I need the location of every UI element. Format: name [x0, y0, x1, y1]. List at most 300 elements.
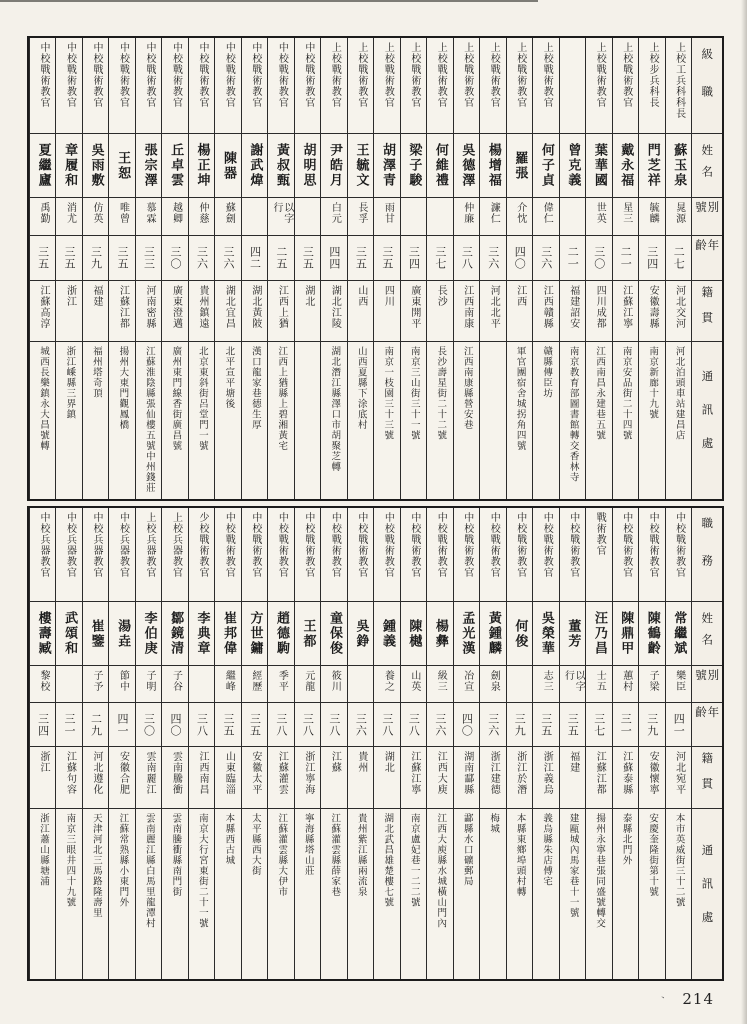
officer-column	[135, 38, 161, 499]
name-cell: 方世鏞	[242, 602, 267, 666]
origin-cell: 河北北平	[480, 281, 505, 342]
header-rank-label: 職務	[692, 508, 722, 602]
officer-column	[612, 508, 638, 979]
name-cell: 尹皓月	[321, 134, 346, 198]
age-cell: 三八	[454, 236, 479, 281]
address-cell: 天津河北三馬路隆壽里	[90, 813, 102, 918]
address-cell: 湖北潛江縣澤口市胡聚芝轉	[329, 346, 341, 472]
officer-column	[665, 38, 691, 499]
address-cell: 軍官團宿舍城拐角四號	[514, 346, 526, 451]
address-cell: 梅城	[488, 813, 500, 834]
alias-cell	[56, 666, 81, 703]
origin-cell: 福建詔安	[560, 281, 585, 342]
alias-cell: 士五	[586, 666, 611, 703]
rank-cell: 中校戰術教官	[215, 508, 240, 602]
alias-cell	[507, 666, 532, 703]
name-cell: 楊正坤	[189, 134, 214, 198]
name-cell: 陳鶴齡	[639, 602, 664, 666]
alias-cell: 禹勤	[30, 198, 55, 236]
officer-column	[214, 508, 240, 979]
age-cell: 三五	[560, 703, 585, 747]
officer-column	[55, 38, 81, 499]
alias-cell: 經歷	[242, 666, 267, 703]
officer-column	[453, 38, 479, 499]
rank-cell: 上校戰術教官	[321, 38, 346, 134]
rank-cell: 上校兵器教官	[162, 508, 187, 602]
name-cell: 何子貞	[533, 134, 558, 198]
address-cell: 南京三眼井四十九號	[64, 813, 76, 908]
address-cell: 浙江蕭山縣塘浦	[37, 813, 49, 887]
origin-cell: 江蘇句容	[56, 747, 81, 809]
alias-cell: 以字行	[268, 198, 293, 236]
address-cell: 安慶奎隆街第十號	[647, 813, 659, 897]
address-cell: 雲南騰衝縣南門街	[170, 813, 182, 897]
rank-cell: 上校戰術教官	[533, 38, 558, 134]
name-cell: 羅張	[507, 134, 532, 198]
officer-column	[188, 38, 214, 499]
address-cell: 南京新廊十九號	[647, 346, 659, 420]
origin-cell: 江蘇	[321, 747, 346, 809]
officer-column	[267, 38, 293, 499]
address-cell: 漢口龍家巷德生厚	[249, 346, 261, 430]
rank-cell: 上校戰術教官	[454, 38, 479, 134]
rank-cell: 中校戰術教官	[242, 508, 267, 602]
name-cell: 樓壽臧	[30, 602, 55, 666]
age-cell: 二七	[666, 236, 691, 281]
officer-column	[214, 38, 240, 499]
header-alias-label: 別號	[692, 198, 722, 236]
name-cell: 常繼斌	[666, 602, 691, 666]
officer-column	[320, 38, 346, 499]
officer-column	[108, 508, 134, 979]
name-cell: 吳雨敷	[83, 134, 108, 198]
address-cell: 雲南麗江縣白馬里龍潭村	[143, 813, 155, 929]
officer-column	[241, 38, 267, 499]
origin-cell: 雲南騰衝	[162, 747, 187, 809]
origin-cell: 四川成都	[586, 281, 611, 342]
rank-cell: 中校戰術教官	[507, 508, 532, 602]
origin-cell: 浙江建德	[480, 747, 505, 809]
rank-cell: 中校戰術教官	[427, 508, 452, 602]
origin-cell: 河南密縣	[136, 281, 161, 342]
address-cell: 本市英威街三十二號	[673, 813, 685, 908]
origin-cell: 湖北宜昌	[215, 281, 240, 342]
alias-cell: 雨甘	[374, 198, 399, 236]
officer-column	[241, 508, 267, 979]
address-cell: 本縣西古城	[223, 813, 235, 866]
age-cell: 三五	[30, 236, 55, 281]
age-cell: 三〇	[136, 703, 161, 747]
rank-cell: 中校戰術教官	[480, 508, 505, 602]
address-cell	[480, 342, 505, 499]
officer-column	[320, 508, 346, 979]
name-cell: 鄒鏡清	[162, 602, 187, 666]
header-name-label: 姓名	[692, 134, 722, 198]
rank-cell: 中校戰術教官	[560, 508, 585, 602]
alias-cell: 偉仁	[533, 198, 558, 236]
name-cell: 吳錚	[348, 602, 373, 666]
rank-cell: 中校戰術教官	[136, 38, 161, 134]
age-cell: 三六	[533, 236, 558, 281]
age-cell: 二一	[560, 236, 585, 281]
origin-cell: 江蘇江都	[586, 747, 611, 809]
address-cell: 太平縣西大街	[249, 813, 261, 876]
rank-cell: 中校戰術教官	[454, 508, 479, 602]
header-address-label: 通訊處	[692, 809, 722, 979]
alias-cell	[560, 198, 585, 236]
name-cell: 童保俊	[321, 602, 346, 666]
origin-cell: 江西上猶	[268, 281, 293, 342]
name-cell: 丘卓雲	[162, 134, 187, 198]
origin-cell: 浙江義烏	[533, 747, 558, 809]
name-cell: 蘇玉泉	[666, 134, 691, 198]
scan-shadow-artifact	[741, 0, 747, 1024]
origin-cell: 湖北江陵	[321, 281, 346, 342]
rank-cell: 中校兵器教官	[30, 508, 55, 602]
age-cell: 三六	[348, 703, 373, 747]
alias-cell: 養之	[374, 666, 399, 703]
origin-cell: 四川	[374, 281, 399, 342]
name-cell: 趙德駒	[268, 602, 293, 666]
address-cell: 泰縣北門外	[620, 813, 632, 866]
rank-cell: 中校戰術教官	[215, 38, 240, 134]
rank-cell: 上校戰術教官	[507, 38, 532, 134]
name-cell: 李伯庚	[136, 602, 161, 666]
origin-cell: 江蘇江都	[109, 281, 134, 342]
officer-column	[188, 508, 214, 979]
name-cell: 楊彝	[427, 602, 452, 666]
header-column	[691, 38, 722, 499]
alias-cell: 子谷	[162, 666, 187, 703]
origin-cell: 河北遵化	[83, 747, 108, 809]
address-cell: 福州塔奇頂	[90, 346, 102, 399]
officer-column	[506, 508, 532, 979]
age-cell: 三六	[427, 703, 452, 747]
address-cell: 南京一枝園三十三號	[382, 346, 394, 441]
officer-column	[82, 508, 108, 979]
address-cell: 江西上猶縣上碧湘黃宅	[276, 346, 288, 451]
origin-cell: 江蘇江寧	[401, 747, 426, 809]
officer-column	[479, 508, 505, 979]
officer-column	[347, 38, 373, 499]
name-cell: 黃叔甄	[268, 134, 293, 198]
rank-cell: 中校戰術教官	[162, 38, 187, 134]
name-cell: 武頌和	[56, 602, 81, 666]
origin-cell: 福建	[83, 281, 108, 342]
age-cell: 三六	[480, 703, 505, 747]
rank-cell: 少校戰術教官	[189, 508, 214, 602]
alias-cell: 白元	[321, 198, 346, 236]
alias-cell: 星三	[613, 198, 638, 236]
officer-column	[585, 508, 611, 979]
officer-column	[55, 508, 81, 979]
age-cell: 三八	[268, 703, 293, 747]
alias-cell: 仿英	[83, 198, 108, 236]
officer-column	[506, 38, 532, 499]
origin-cell: 浙江	[56, 281, 81, 342]
rank-cell: 中校戰術教官	[348, 508, 373, 602]
name-cell: 王都	[295, 602, 320, 666]
header-rank-label: 級職	[692, 38, 722, 134]
officer-column	[426, 508, 452, 979]
officer-column	[29, 38, 55, 499]
origin-cell: 貴州	[348, 747, 373, 809]
name-cell: 章履和	[56, 134, 81, 198]
officer-column	[373, 38, 399, 499]
header-origin-label: 籍貫	[692, 281, 722, 342]
alias-cell: 蕙村	[613, 666, 638, 703]
name-cell: 謝武煒	[242, 134, 267, 198]
officers-table-top	[27, 36, 724, 501]
age-cell: 四一	[666, 703, 691, 747]
alias-cell: 慕霖	[136, 198, 161, 236]
origin-cell: 江蘇江寧	[613, 281, 638, 342]
alias-cell: 黎校	[30, 666, 55, 703]
officer-column	[108, 38, 134, 499]
header-age-label: 年齡	[692, 236, 722, 281]
alias-cell: 元龍	[295, 666, 320, 703]
age-cell: 四〇	[507, 236, 532, 281]
rank-cell: 中校戰術教官	[268, 38, 293, 134]
address-cell: 南京教育部圖書館轉交香林寺	[567, 346, 579, 483]
origin-cell: 貴州鎮遠	[189, 281, 214, 342]
rank-cell: 上校兵器教官	[136, 508, 161, 602]
rank-cell: 中校兵器教官	[83, 508, 108, 602]
officer-column	[585, 38, 611, 499]
officer-column	[638, 38, 664, 499]
rank-cell: 上校戰術教官	[586, 38, 611, 134]
origin-cell: 山東臨淄	[215, 747, 240, 809]
name-cell: 戴永福	[613, 134, 638, 198]
alias-cell: 晁源	[666, 198, 691, 236]
address-cell: 建甌城內馬家巷十一號	[567, 813, 579, 918]
name-cell: 楊增福	[480, 134, 505, 198]
alias-cell: 長孚	[348, 198, 373, 236]
name-cell: 孟光漢	[454, 602, 479, 666]
address-cell: 北平宣平塘後	[223, 346, 235, 409]
origin-cell: 長沙	[427, 281, 452, 342]
age-cell: 三五	[56, 236, 81, 281]
age-cell: 三八	[374, 703, 399, 747]
name-cell: 吳德澤	[454, 134, 479, 198]
origin-cell: 江西南康	[454, 281, 479, 342]
name-cell: 鍾義	[374, 602, 399, 666]
rank-cell: 上校戰術教官	[613, 38, 638, 134]
address-cell: 江西南昌永建巷五號	[594, 346, 606, 441]
age-cell: 三一	[613, 703, 638, 747]
alias-cell: 子明	[136, 666, 161, 703]
officer-column	[135, 508, 161, 979]
alias-cell: 濂仁	[480, 198, 505, 236]
rank-cell: 中校戰術教官	[109, 38, 134, 134]
rank-cell: 中校戰術教官	[295, 508, 320, 602]
alias-cell: 仲慈	[189, 198, 214, 236]
alias-cell: 以字行	[560, 666, 585, 703]
rank-cell: 中校戰術教官	[295, 38, 320, 134]
origin-cell: 安徽懷寧	[639, 747, 664, 809]
age-cell: 三〇	[586, 236, 611, 281]
age-cell: 三六	[480, 236, 505, 281]
rank-cell: 中校戰術教官	[268, 508, 293, 602]
rank-cell: 中校戰術教官	[242, 38, 267, 134]
officer-column	[532, 38, 558, 499]
page-number: 214	[682, 990, 714, 1008]
address-cell: 酃縣水口礦郵局	[461, 813, 473, 887]
alias-cell	[242, 198, 267, 236]
address-cell: 江蘇淮陰縣張仙樓五號中州錢莊	[143, 346, 155, 493]
officer-column	[294, 38, 320, 499]
origin-cell: 福建	[560, 747, 585, 809]
alias-cell: 唯曾	[109, 198, 134, 236]
name-cell: 汪乃昌	[586, 602, 611, 666]
alias-cell: 繼峰	[215, 666, 240, 703]
name-cell: 王恕	[109, 134, 134, 198]
officer-column	[400, 38, 426, 499]
age-cell: 三五	[109, 236, 134, 281]
origin-cell: 江西贛縣	[533, 281, 558, 342]
address-cell: 贛縣傳臣坊	[541, 346, 553, 399]
officer-column	[347, 508, 373, 979]
name-cell: 張宗澤	[136, 134, 161, 198]
address-cell: 揚州永寧巷張同盛號轉交	[594, 813, 606, 929]
officer-column	[426, 38, 452, 499]
officer-column	[161, 38, 187, 499]
address-cell: 湖北武昌雄楚樓七號	[382, 813, 394, 908]
rank-cell: 中校戰術教官	[401, 508, 426, 602]
rank-cell: 上校工兵科科長	[666, 38, 691, 134]
rank-cell: 上校戰術教官	[480, 38, 505, 134]
origin-cell: 山西	[348, 281, 373, 342]
origin-cell: 江西	[507, 281, 532, 342]
officer-column	[559, 508, 585, 979]
rank-cell: 中校戰術教官	[374, 508, 399, 602]
rank-cell: 中校兵器教官	[56, 508, 81, 602]
alias-cell: 劍泉	[480, 666, 505, 703]
alias-cell: 毓麟	[639, 198, 664, 236]
origin-cell: 安徽合肥	[109, 747, 134, 809]
age-cell: 三八	[401, 703, 426, 747]
rank-cell: 中校戰術教官	[189, 38, 214, 134]
officer-column	[612, 38, 638, 499]
origin-cell: 雲南麗江	[136, 747, 161, 809]
alias-cell: 世英	[586, 198, 611, 236]
name-cell: 胡明思	[295, 134, 320, 198]
age-cell: 三六	[189, 236, 214, 281]
name-cell: 陳鼎甲	[613, 602, 638, 666]
age-cell: 二一	[613, 236, 638, 281]
alias-cell: 仲廉	[454, 198, 479, 236]
alias-cell: 季平	[268, 666, 293, 703]
age-cell: 三一	[56, 703, 81, 747]
rank-cell: 中校戰術教官	[321, 508, 346, 602]
origin-cell: 江蘇灌雲	[268, 747, 293, 809]
address-cell: 浙江嵊縣三界鎮	[64, 346, 76, 420]
alias-cell: 介忱	[507, 198, 532, 236]
origin-cell: 浙江寧海	[295, 747, 320, 809]
origin-cell: 廣東開平	[401, 281, 426, 342]
origin-cell: 河北交河	[666, 281, 691, 342]
address-cell: 北京東斜街呂堂門一號	[196, 346, 208, 451]
origin-cell: 湖北黃陂	[242, 281, 267, 342]
officer-column	[479, 38, 505, 499]
address-cell: 貴州紫江縣兩流泉	[355, 813, 367, 897]
alias-cell: 筱川	[321, 666, 346, 703]
alias-cell: 級三	[427, 666, 452, 703]
age-cell: 三六	[215, 236, 240, 281]
officer-column	[453, 508, 479, 979]
header-age-label: 年齡	[692, 703, 722, 747]
age-cell: 四一	[109, 703, 134, 747]
origin-cell: 浙江	[30, 747, 55, 809]
name-cell: 夏繼廬	[30, 134, 55, 198]
name-cell: 董芳	[560, 602, 585, 666]
age-cell: 三五	[215, 703, 240, 747]
age-cell: 三九	[639, 703, 664, 747]
alias-cell: 冶宣	[454, 666, 479, 703]
rank-cell: 上校戰術教官	[374, 38, 399, 134]
name-cell: 梁子駿	[401, 134, 426, 198]
address-cell: 南京三山街三十一號	[408, 346, 420, 441]
alias-cell	[401, 198, 426, 236]
address-cell: 山西夏縣下涂底村	[355, 346, 367, 430]
origin-cell: 江西南昌	[189, 747, 214, 809]
age-cell: 三七	[586, 703, 611, 747]
origin-cell: 江西大庾	[427, 747, 452, 809]
address-cell: 江蘇灌雲縣薛家巷	[329, 813, 341, 897]
alias-cell	[189, 666, 214, 703]
address-cell: 南京大行宮東街二十一號	[196, 813, 208, 929]
address-cell: 南京安品街二十四號	[620, 346, 632, 441]
age-cell: 三四	[639, 236, 664, 281]
officer-column	[532, 508, 558, 979]
officer-column	[559, 38, 585, 499]
scan-ink-mark: 、	[659, 988, 671, 1002]
header-column	[691, 508, 722, 979]
alias-cell	[427, 198, 452, 236]
officer-column	[373, 508, 399, 979]
rank-cell: 中校戰術教官	[533, 508, 558, 602]
header-name-label: 姓名	[692, 602, 722, 666]
name-cell: 黃鍾麟	[480, 602, 505, 666]
origin-cell: 安徽太平	[242, 747, 267, 809]
age-cell: 四四	[321, 236, 346, 281]
officer-column	[638, 508, 664, 979]
address-cell: 揚州大東門觀鳳橋	[117, 346, 129, 430]
officer-column	[161, 508, 187, 979]
age-cell: 三五	[533, 703, 558, 747]
name-cell: 門芝祥	[639, 134, 664, 198]
age-cell: 四二	[242, 236, 267, 281]
address-cell: 河北泊頭車站建昌店	[673, 346, 685, 441]
officer-column	[82, 38, 108, 499]
rank-cell: 上校步兵科長	[639, 38, 664, 134]
age-cell: 三三	[136, 236, 161, 281]
alias-cell: 越卿	[162, 198, 187, 236]
address-cell: 城西長樂鎮永大昌號轉	[37, 346, 49, 451]
alias-cell: 節中	[109, 666, 134, 703]
header-address-label: 通訊處	[692, 342, 722, 499]
address-cell: 江西大庾縣水城橫山門內	[435, 813, 447, 929]
alias-cell: 子予	[83, 666, 108, 703]
address-cell: 南京盧妃巷一二二號	[408, 813, 420, 908]
age-cell: 二九	[83, 703, 108, 747]
address-cell	[295, 342, 320, 499]
age-cell: 三八	[321, 703, 346, 747]
name-cell: 崔邦偉	[215, 602, 240, 666]
rank-cell: 中校戰術教官	[56, 38, 81, 134]
name-cell: 何俊	[507, 602, 532, 666]
rank-cell: 中校戰術教官	[666, 508, 691, 602]
